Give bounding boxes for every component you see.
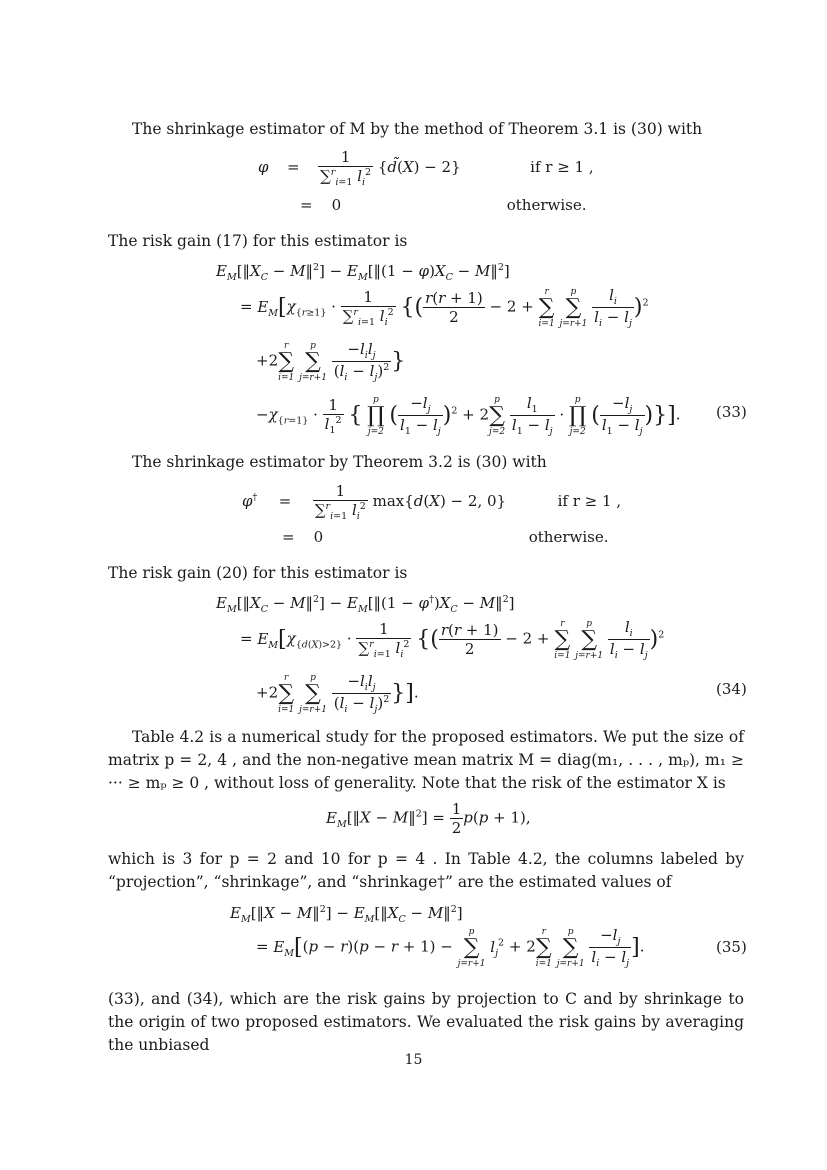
- phi-condition-2: otherwise.: [506, 196, 587, 214]
- equation-number-33: (33): [716, 403, 747, 421]
- paragraph-risk-gains-projection: (33), and (34), which are the risk gains by projection to C and by shrinkage to the origin of two proposed estimators. We evaluated the risk gains by averaging the unbiased: [108, 990, 744, 1054]
- equation-33-line-4: $-\chi_{\{r=1\}}$ · $\frac{1}{l_1^2}$ { p ∏ j=2 ( $\frac{-l_j}{l_1 - l_j}$ )$^2$ + 2 p ∑ j=2 $\frac{l_1}{l_1 - l_j}$ · p ∏ j=2 ( $\frac{-l_j}{l_1 - l_j}$ )}].: [256, 394, 681, 437]
- equation-33-line-2: = $E_M[\chi_{\{r\ge 1\}}$ · $\frac{1}{\sum^r_{i=1} l_i^2}$ {( $\frac{r(r + 1)}{2}$ − 2 + r ∑ i=1 p ∑ j=r+1 $\frac{l_i}{l_i - l_j}$ )$^2$: [240, 286, 649, 329]
- equation-35-line-2: = $E_M[(p - r)(p - r + 1)$ − p ∑ j=r+1 $l_j^2 + 2$ r ∑ i=1 p ∑ j=r+1 $\frac{-l_j}{l_i - l_j}$ ].: [256, 926, 645, 969]
- paragraph-risk-gain-17: The risk gain (17) for this estimator is: [108, 232, 408, 250]
- equation-phi-dagger-otherwise: = 0 otherwise.: [282, 528, 609, 546]
- paragraph-table-4-2-study: Table 4.2 is a numerical study for the proposed estimators. We put the size of matrix p = 2, 4 , and the non-negative mean matrix M = diag(m₁, . . . , mₚ), m₁ ≥ ··· ≥ mₚ ≥ 0 , without loss of generality. Note that the risk of the estimator X is: [108, 728, 744, 792]
- phi-dagger-condition-2: otherwise.: [528, 528, 609, 546]
- equation-number-35: (35): [716, 938, 747, 956]
- page-number: 15: [404, 1052, 423, 1068]
- equation-34-line-1: $E_M[‖X_C$ − M‖$^2$] − $E_M[‖(1 - \varphi^\dagger)X_C$ − M‖$^2$]: [216, 594, 515, 615]
- paragraph-shrinkage-theorem-3-2: The shrinkage estimator by Theorem 3.2 is (30) with: [132, 453, 547, 471]
- paragraph-estimated-values: which is 3 for p = 2 and 10 for p = 4 . In Table 4.2, the columns labeled by “projection”, “shrinkage”, and “shrinkage†” are the estimated values of: [108, 850, 744, 891]
- equation-phi-definition: φ = $\frac{1}{\sum^r_{i=1} l_i^2}$ {d̃(X) − 2} if r ≥ 1 ,: [258, 148, 594, 188]
- phi-dagger-condition-1: if r ≥ 1 ,: [557, 492, 622, 510]
- equation-33-line-3: +2 r ∑ i=1 p ∑ j=r+1 $\frac{-l_il_j}{(l_i - l_j)^2}$ }: [256, 340, 406, 383]
- phi-zero: 0: [331, 196, 342, 214]
- paragraph-shrinkage-theorem-3-1: The shrinkage estimator of M by the method of Theorem 3.1 is (30) with: [132, 120, 703, 138]
- equation-34-line-3: +2 r ∑ i=1 p ∑ j=r+1 $\frac{-l_il_j}{(l_i - l_j)^2}$ }].: [256, 672, 419, 715]
- equation-35-line-1: $E_M[‖X$ − M‖$^2$] − $E_M[‖X_C$ − M‖$^2$]: [230, 904, 463, 925]
- equation-risk-of-x: $E_M[‖X$ − M‖$^2$] = $\frac{1}{2}$ p(p + 1),: [326, 800, 531, 837]
- equation-33-line-1: $E_M[‖X_C$ − M‖$^2$] − $E_M[‖(1 - \varphi)X_C$ − M‖$^2$]: [216, 262, 510, 283]
- equation-number-34: (34): [716, 680, 747, 698]
- paragraph-risk-gain-20: The risk gain (20) for this estimator is: [108, 564, 408, 582]
- phi-dagger-zero: 0: [313, 528, 324, 546]
- equation-34-line-2: = $E_M[\chi_{\{d(X)>2\}}$ · $\frac{1}{\sum^r_{i=1} l_i^2}$ {( $\frac{r(r + 1)}{2}$ − 2 + r ∑ i=1 p ∑ j=r+1 $\frac{l_i}{l_i - l_j}$ )$^2$: [240, 618, 665, 661]
- phi-condition-1: if r ≥ 1 ,: [530, 158, 594, 176]
- equation-phi-dagger-definition: φ† = $\frac{1}{\sum^r_{i=1} l_i^2}$ max{d(X) − 2, 0} if r ≥ 1 ,: [242, 482, 622, 522]
- equation-phi-otherwise: = 0 otherwise.: [300, 196, 587, 214]
